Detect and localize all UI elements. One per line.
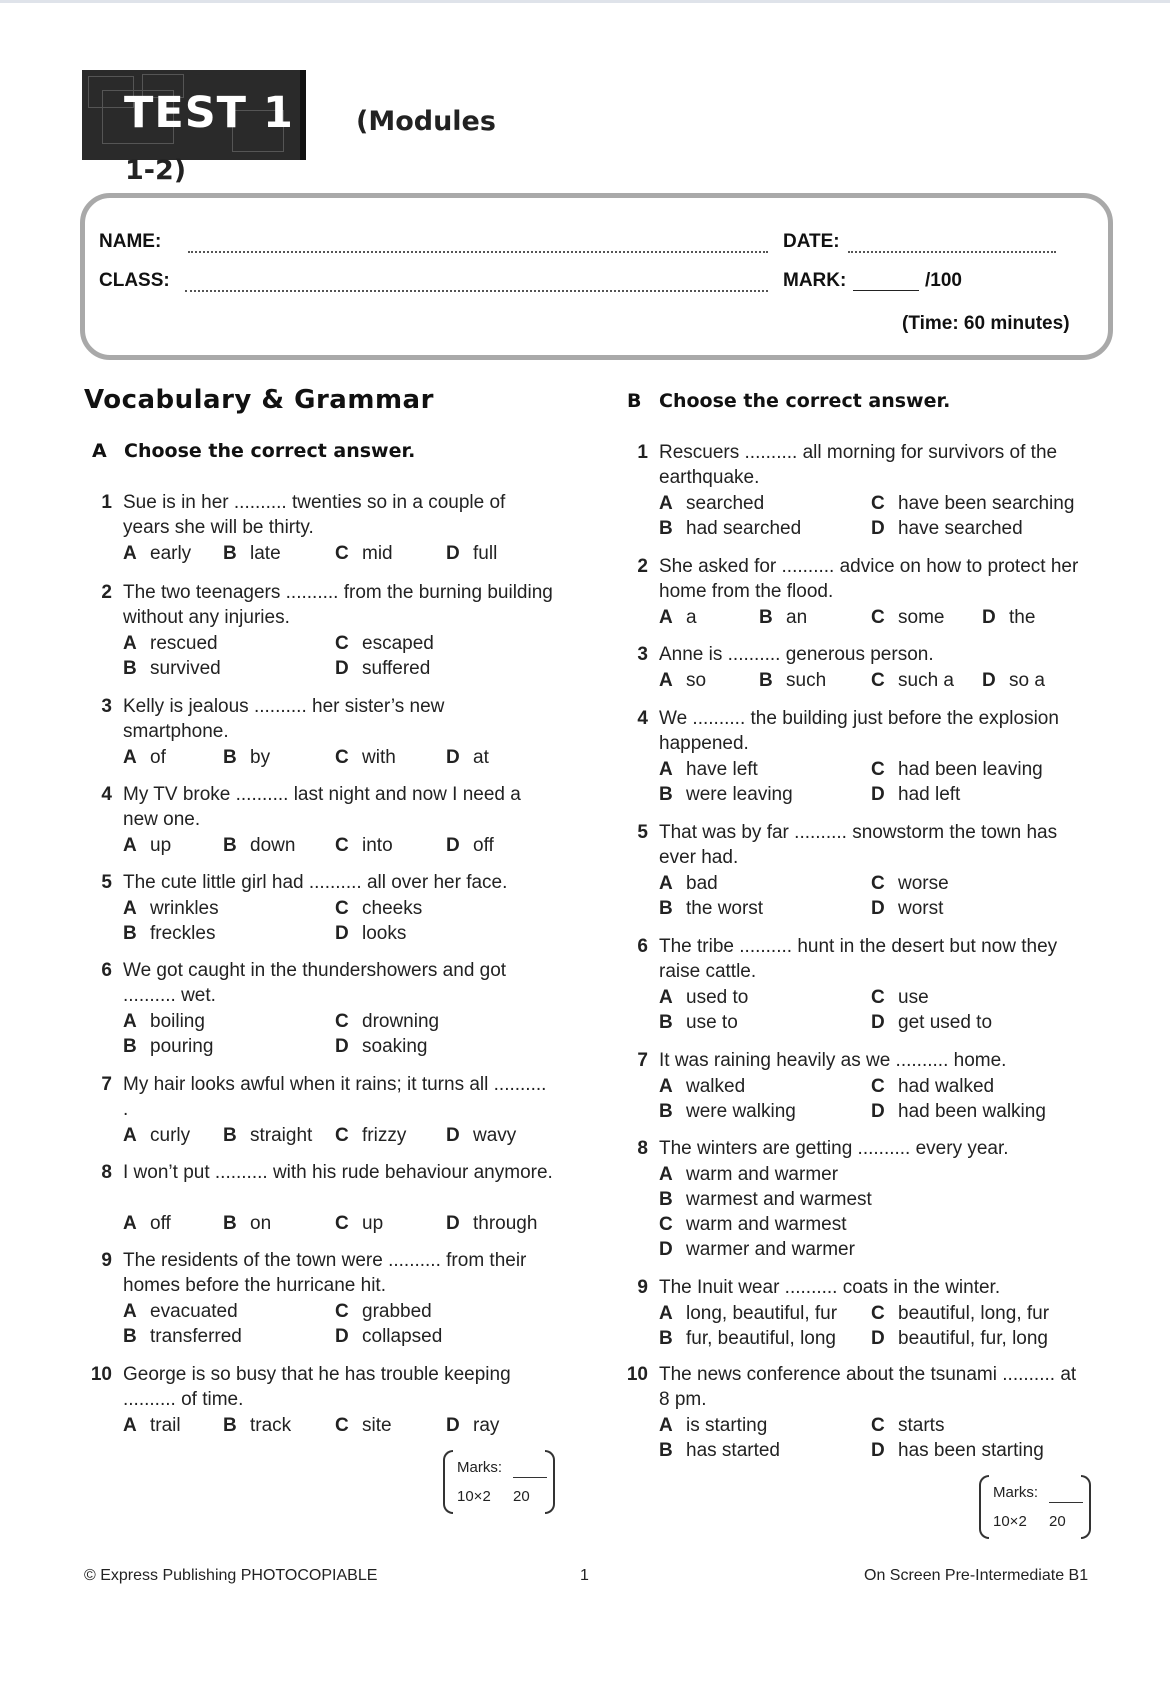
question-a-3 bbox=[82, 694, 542, 774]
date-field[interactable] bbox=[848, 251, 1056, 253]
question-number: 5 bbox=[101, 872, 112, 893]
marks-score-field[interactable] bbox=[513, 1477, 547, 1478]
footer-book-title: On Screen Pre-Intermediate B1 bbox=[864, 1567, 1089, 1584]
option-a[interactable]: A so bbox=[659, 670, 707, 691]
option-a[interactable]: A used to bbox=[659, 987, 749, 1008]
option-d[interactable]: D full bbox=[446, 543, 498, 564]
question-a-7 bbox=[82, 1072, 547, 1152]
task-a-letter: A bbox=[92, 440, 107, 462]
task-b-instruction: Choose the correct answer. bbox=[659, 390, 951, 412]
question-number: 7 bbox=[101, 1074, 112, 1095]
option-a[interactable]: A searched bbox=[659, 493, 765, 514]
question-stem: The residents of the town were .......... from their homes before the hurricane hit. bbox=[123, 1250, 527, 1296]
question-stem: We got caught in the thundershowers and got .......... wet. bbox=[123, 960, 507, 1006]
mark-total: /100 bbox=[925, 270, 962, 291]
task-b-letter: B bbox=[627, 390, 642, 412]
option-a[interactable]: A wrinkles bbox=[123, 898, 219, 919]
modules-label-line1: (Modules bbox=[356, 106, 496, 137]
option-c[interactable]: C mid bbox=[335, 543, 393, 564]
question-number: 6 bbox=[101, 960, 112, 981]
option-b[interactable]: B use to bbox=[659, 1012, 738, 1033]
option-d[interactable]: D wavy bbox=[446, 1125, 517, 1146]
option-b[interactable]: B an bbox=[759, 607, 808, 628]
option-c[interactable]: C worse bbox=[871, 873, 949, 894]
question-b-4 bbox=[618, 706, 1098, 806]
question-number: 3 bbox=[101, 696, 112, 717]
option-d[interactable]: D through bbox=[446, 1213, 538, 1234]
option-d[interactable]: D warmer and warmer bbox=[659, 1239, 855, 1260]
option-d[interactable]: D off bbox=[446, 835, 494, 856]
question-a-5 bbox=[82, 870, 542, 950]
option-d[interactable]: D had left bbox=[871, 784, 961, 805]
question-number: 9 bbox=[101, 1250, 112, 1271]
option-b[interactable]: B down bbox=[223, 835, 296, 856]
option-d[interactable]: D had been walking bbox=[871, 1101, 1046, 1122]
option-c[interactable]: C grabbed bbox=[335, 1301, 432, 1322]
option-d[interactable]: D looks bbox=[335, 923, 407, 944]
task-a-instruction: Choose the correct answer. bbox=[124, 440, 416, 462]
option-c[interactable]: C site bbox=[335, 1415, 392, 1436]
option-b[interactable]: B had searched bbox=[659, 518, 802, 539]
option-a[interactable]: A long, beautiful, fur bbox=[659, 1303, 838, 1324]
marks-bracket-left bbox=[979, 1475, 989, 1539]
footer-copyright: © Express Publishing PHOTOCOPIABLE bbox=[84, 1567, 378, 1584]
question-a-10 bbox=[82, 1362, 542, 1442]
question-stem: The tribe .......... hunt in the desert but now they raise cattle. bbox=[659, 936, 1058, 982]
question-number: 4 bbox=[637, 708, 648, 729]
question-stem: The two teenagers .......... from the burning building without any injuries. bbox=[123, 582, 553, 628]
marks-formula: 10×2 bbox=[457, 1488, 491, 1505]
question-number: 2 bbox=[637, 556, 648, 577]
question-a-8 bbox=[82, 1160, 553, 1240]
modules-label-line2: 1-2) bbox=[125, 155, 187, 186]
option-b[interactable]: B such bbox=[759, 670, 827, 691]
question-stem: Sue is in her .......... twenties so in a couple of years she will be thirty. bbox=[123, 492, 506, 538]
option-a[interactable]: A a bbox=[659, 607, 697, 628]
question-number: 4 bbox=[101, 784, 112, 805]
option-c[interactable]: C have been searching bbox=[871, 493, 1075, 514]
option-c[interactable]: C with bbox=[335, 747, 396, 768]
option-a[interactable]: A trail bbox=[123, 1415, 181, 1436]
option-a[interactable]: A have left bbox=[659, 759, 758, 780]
question-number: 8 bbox=[101, 1162, 112, 1183]
option-a[interactable]: A rescued bbox=[123, 633, 218, 654]
option-d[interactable]: D suffered bbox=[335, 658, 431, 679]
time-limit: (Time: 60 minutes) bbox=[902, 313, 1070, 334]
marks-bracket-left bbox=[443, 1450, 453, 1514]
task-a-heading bbox=[92, 440, 415, 462]
option-b[interactable]: B freckles bbox=[123, 923, 216, 944]
option-a[interactable]: A off bbox=[123, 1213, 171, 1234]
option-b[interactable]: B the worst bbox=[659, 898, 764, 919]
question-number: 5 bbox=[637, 822, 648, 843]
question-stem: George is so busy that he has trouble keeping .......... of time. bbox=[123, 1364, 511, 1410]
option-a[interactable]: A early bbox=[123, 543, 192, 564]
name-label: NAME: bbox=[99, 231, 162, 252]
question-b-7 bbox=[618, 1048, 1098, 1128]
question-stem: The news conference about the tsunami .......... at 8 pm. bbox=[659, 1364, 1077, 1410]
question-b-9 bbox=[618, 1275, 1098, 1355]
option-b[interactable]: B pouring bbox=[123, 1036, 214, 1057]
option-b[interactable]: B warmest and warmest bbox=[659, 1189, 872, 1210]
option-c[interactable]: C use bbox=[871, 987, 929, 1008]
question-stem: We .......... the building just before the explosion happened. bbox=[659, 708, 1059, 754]
question-number: 1 bbox=[101, 492, 112, 513]
question-b-2 bbox=[618, 554, 1098, 634]
question-number: 1 bbox=[637, 442, 648, 463]
question-a-2 bbox=[82, 580, 553, 680]
marks-bracket-right bbox=[1081, 1475, 1091, 1539]
option-d[interactable]: D have searched bbox=[871, 518, 1023, 539]
question-stem: My hair looks awful when it rains; it turns all .......... . bbox=[123, 1074, 547, 1120]
question-stem: My TV broke .......... last night and now I need a new one. bbox=[123, 784, 521, 830]
option-d[interactable]: D collapsed bbox=[335, 1326, 443, 1347]
question-number: 6 bbox=[637, 936, 648, 957]
question-b-1 bbox=[618, 440, 1098, 540]
option-a[interactable]: A boiling bbox=[123, 1011, 205, 1032]
option-c[interactable]: C into bbox=[335, 835, 393, 856]
class-field[interactable] bbox=[185, 290, 768, 292]
question-number: 10 bbox=[626, 1364, 648, 1385]
date-label: DATE: bbox=[783, 231, 840, 252]
question-stem: Rescuers .......... all morning for survivors of the earthquake. bbox=[659, 442, 1058, 488]
option-c[interactable]: C warm and warmest bbox=[659, 1214, 847, 1235]
option-a[interactable]: A walked bbox=[659, 1076, 746, 1097]
question-stem: The cute little girl had .......... all over her face. bbox=[123, 872, 508, 893]
option-a[interactable]: A evacuated bbox=[123, 1301, 238, 1322]
option-c[interactable]: C such a bbox=[871, 670, 954, 691]
option-b[interactable]: B has started bbox=[659, 1440, 780, 1461]
option-d[interactable]: D has been starting bbox=[871, 1440, 1044, 1461]
student-info-box bbox=[80, 193, 1113, 360]
option-b[interactable]: B on bbox=[223, 1213, 272, 1234]
marks-label: Marks: bbox=[993, 1484, 1038, 1501]
mark-label: MARK: bbox=[783, 270, 847, 291]
option-b[interactable]: B late bbox=[223, 543, 281, 564]
question-a-9 bbox=[82, 1248, 542, 1348]
footer-page-number: 1 bbox=[580, 1567, 589, 1584]
option-b[interactable]: B fur, beautiful, long bbox=[659, 1328, 836, 1349]
option-d[interactable]: D so a bbox=[982, 670, 1045, 691]
question-stem: The Inuit wear .......... coats in the winter. bbox=[659, 1277, 1001, 1298]
question-a-1 bbox=[82, 490, 542, 570]
question-number: 2 bbox=[101, 582, 112, 603]
option-d[interactable]: D worst bbox=[871, 898, 944, 919]
question-b-10 bbox=[618, 1362, 1098, 1462]
option-c[interactable]: C escaped bbox=[335, 633, 434, 654]
option-c[interactable]: C starts bbox=[871, 1415, 945, 1436]
test-title: TEST 1 bbox=[124, 88, 294, 138]
option-a[interactable]: A up bbox=[123, 835, 172, 856]
marks-bracket-right bbox=[545, 1450, 555, 1514]
option-b[interactable]: B were walking bbox=[659, 1101, 796, 1122]
question-stem: She asked for .......... advice on how to protect her home from the flood. bbox=[659, 556, 1079, 602]
question-stem: It was raining heavily as we .......... home. bbox=[659, 1050, 1007, 1071]
option-d[interactable]: D beautiful, fur, long bbox=[871, 1328, 1048, 1349]
question-stem: Anne is .......... generous person. bbox=[659, 644, 934, 665]
marks-total: 20 bbox=[513, 1488, 530, 1505]
option-b[interactable]: B straight bbox=[223, 1125, 313, 1146]
option-c[interactable]: C some bbox=[871, 607, 945, 628]
marks-total: 20 bbox=[1049, 1513, 1066, 1530]
option-b[interactable]: B transferred bbox=[123, 1326, 242, 1347]
option-d[interactable]: D at bbox=[446, 747, 489, 768]
question-stem: Kelly is jealous .......... her sister’s new smartphone. bbox=[123, 696, 445, 742]
question-b-8 bbox=[618, 1136, 1098, 1266]
option-a[interactable]: A is starting bbox=[659, 1415, 768, 1436]
marks-label: Marks: bbox=[457, 1459, 502, 1476]
option-a[interactable]: A of bbox=[123, 747, 166, 768]
option-c[interactable]: C beautiful, long, fur bbox=[871, 1303, 1050, 1324]
name-field[interactable] bbox=[188, 251, 768, 253]
marks-formula: 10×2 bbox=[993, 1513, 1027, 1530]
option-b[interactable]: B track bbox=[223, 1415, 292, 1436]
option-a[interactable]: A bad bbox=[659, 873, 718, 894]
test-banner bbox=[82, 70, 306, 160]
marks-box-b bbox=[979, 1475, 1091, 1545]
question-a-4 bbox=[82, 782, 542, 862]
option-b[interactable]: B by bbox=[223, 747, 271, 768]
question-b-6 bbox=[618, 934, 1098, 1034]
question-number: 8 bbox=[637, 1138, 648, 1159]
option-d[interactable]: D the bbox=[982, 607, 1036, 628]
top-border-line bbox=[0, 0, 1170, 3]
option-a[interactable]: A curly bbox=[123, 1125, 191, 1146]
option-d[interactable]: D soaking bbox=[335, 1036, 428, 1057]
option-c[interactable]: C cheeks bbox=[335, 898, 423, 919]
question-stem: That was by far .......... snowstorm the town has ever had. bbox=[659, 822, 1058, 868]
marks-score-field[interactable] bbox=[1049, 1502, 1083, 1503]
question-stem: I won’t put .......... with his rude behaviour anymore. bbox=[123, 1162, 553, 1183]
section-title: Vocabulary & Grammar bbox=[84, 385, 434, 415]
option-c[interactable]: C drowning bbox=[335, 1011, 440, 1032]
option-d[interactable]: D get used to bbox=[871, 1012, 993, 1033]
question-number: 3 bbox=[637, 644, 648, 665]
question-b-5 bbox=[618, 820, 1098, 920]
option-c[interactable]: C up bbox=[335, 1213, 384, 1234]
question-a-6 bbox=[82, 958, 542, 1058]
option-b[interactable]: B were leaving bbox=[659, 784, 793, 805]
option-c[interactable]: C had walked bbox=[871, 1076, 995, 1097]
class-label: CLASS: bbox=[99, 270, 170, 291]
task-b-heading bbox=[627, 390, 950, 412]
question-stem: The winters are getting .......... every year. bbox=[659, 1138, 1009, 1159]
marks-box-a bbox=[443, 1450, 555, 1520]
question-number: 10 bbox=[90, 1364, 112, 1385]
question-b-3 bbox=[618, 642, 1098, 696]
question-number: 7 bbox=[637, 1050, 648, 1071]
option-c[interactable]: C had been leaving bbox=[871, 759, 1043, 780]
option-b[interactable]: B survived bbox=[123, 658, 221, 679]
option-c[interactable]: C frizzy bbox=[335, 1125, 407, 1146]
option-d[interactable]: D ray bbox=[446, 1415, 500, 1436]
question-number: 9 bbox=[637, 1277, 648, 1298]
mark-field[interactable] bbox=[853, 290, 919, 291]
option-a[interactable]: A warm and warmer bbox=[659, 1164, 839, 1185]
